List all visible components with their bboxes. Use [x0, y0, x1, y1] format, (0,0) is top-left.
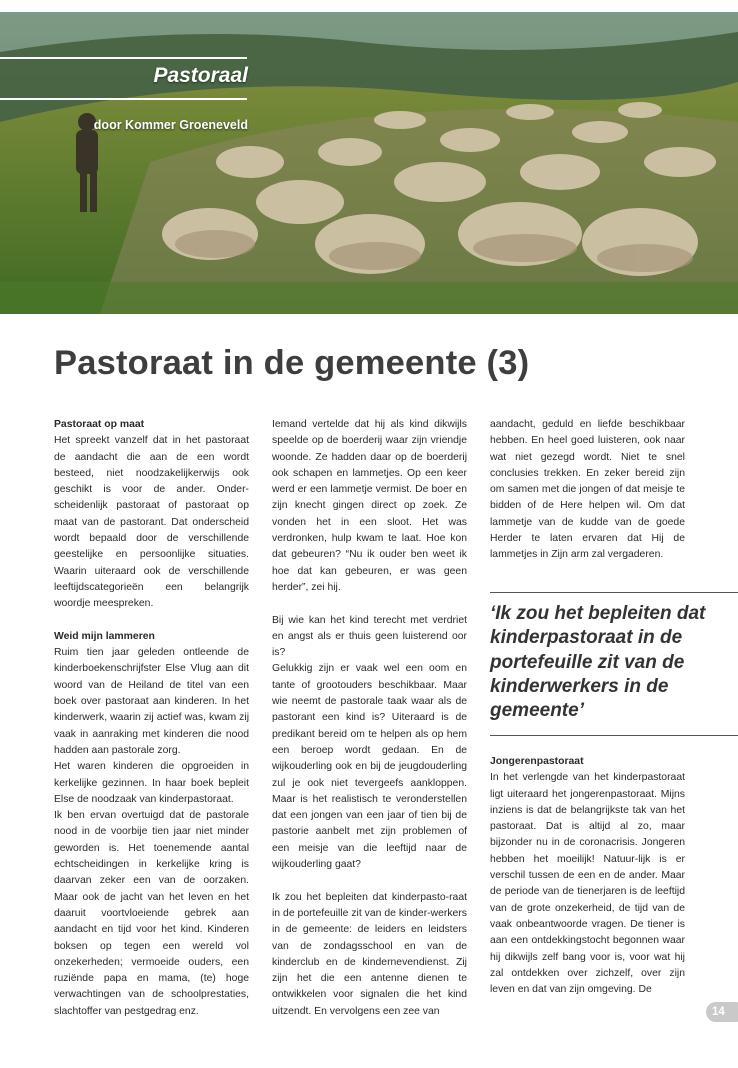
paragraph-gap — [272, 873, 467, 889]
subheading: Weid mijn lammeren — [54, 630, 155, 642]
article-column-1 — [54, 417, 249, 1020]
author-byline: door Kommer Groeneveld — [93, 118, 248, 132]
paragraph: Ruim tien jaar geleden ontleende de kinderboekenschrijfster Else Vlug aan dit woord van de Heiland de titel van een boek over pastoraat aan kinderen. In het kinderwerk, waarin zij actief was, kwam zij vaak in aanraking met kinderen die nood hadden aan pastorale zorg. — [54, 647, 249, 756]
paragraph: Gelukkig zijn er vaak wel een oom en tante of grootouders beschikbaar. Maar wie neemt de pastorale taak waar als de pastorant een kind is? Uiteraard is de predikant bereid om te helpen als op hem een beroep wordt gedaan. En de wijkouderling ook en bij de jeugdouderling zul je ook niet tevergeefs aankloppen. Maar is het realistisch te veronderstellen dat een jongen van een jaar of tien bij de pastorie aanbelt met zijn problemen of een meisje van die leeftijd naar de wijkouderling gaat? — [272, 663, 467, 871]
page-number: 14 — [706, 1002, 738, 1022]
paragraph: Het waren kinderen die opgroeiden in kerkelijke gezinnen. In haar boek bepleit Else de noodzaak van kinderpastoraat. — [54, 761, 249, 805]
pull-quote: ‘Ik zou het bepleiten dat kinderpastoraat in de portefeuille zit van de kinderwerkers in de gemeente’ — [490, 603, 706, 722]
paragraph: Het spreekt vanzelf dat in het pastoraat de aandacht die aan de een wordt besteed, niet noodzakelijkerwijs ook geschikt is voor de ander. Onder-scheidenlijk pastoraat of pastoraat op maat van de pastorant. Dat onderscheid wordt bepaald door de verschillende geestelijke en persoonlijke situaties. Waarin uiteraard ook de verschillende leeftijdscategorieën een belangrijk woordje meespreken. — [54, 435, 249, 610]
paragraph-gap — [54, 613, 249, 629]
paragraph: Iemand vertelde dat hij als kind dikwijls speelde op de boerderij waar zijn vriendje woonde. Ze hadden daar op de boerderij ook schapen en lammetjes. Op een keer werd er een lammetje vermist. De boer en zijn knecht gingen direct op zoek. Ze vonden het in een sloot. Het was verdronken, hulp kwam te laat. Hoe kon dat gebeuren? “Nu ik ouder ben weet ik hoe dat kan gebeuren, er was geen herder”, zei hij. — [272, 419, 467, 593]
header-rule-top — [0, 57, 247, 59]
subheading: Pastoraat op maat — [54, 419, 145, 430]
header-photo — [0, 12, 738, 314]
article-title: Pastoraat in de gemeente (3) — [54, 344, 530, 382]
pull-quote-box — [490, 592, 738, 736]
paragraph: Ik ben ervan overtuigd dat de pastorale nood in de voorbije tien jaar niet minder geworden is. Het toenemende aantal echtscheidingen in kerkelijke kring is daarvan zeker een van de oorzaken. Maar ook de jacht van het leven en het daaruit voortvloeiende gebrek aan aandacht en tijd voor het kind. Kinderen boksen op tegen een wereld vol onzekerheden; vermoeide ouders, een ruziënde papa en mama, (te) hoge verwachtingen van de schoolprestaties, slachtoffer van pestgedrag enz. — [54, 810, 249, 1017]
paragraph: aandacht, geduld en liefde beschikbaar hebben. En heel goed luisteren, ook naar wat niet gezegd wordt. Niet te snel conclusies trekken. En zeker bereid zijn om samen met die jongen of dat meisje te bidden of de Here helpen wil. Om dat lammetje van de kudde van de goede Herder te laten ervaren dat Hij de lammetjes in Zijn arm zal vergaderen. — [490, 419, 685, 561]
article-column-3-bottom — [490, 754, 685, 998]
header-rule-bottom — [0, 98, 247, 100]
paragraph: In het verlengde van het kinderpastoraat ligt uiteraard het jongerenpastoraat. Mijns inziens is dat de belangrijkste tak van het pastoraat. Dat is altijd al zo, maar bijzonder nu in de coronacrisis. Jongeren hebben het moeilijk! Natuur-lijk is er verschil tussen de een en de ander. Maar de periode van de tienerjaren is de leeftijd van de grote onzekerheid, de tijd van de vaak onbeantwoorde vragen. De tiener is aan een ontdekkingstocht begonnen waar hij dikwijls zelf bang voor is, voor wat hij zal ontdekken over zichzelf, over zijn leven en dat van zijn omgeving. De — [490, 772, 685, 996]
paragraph-gap — [272, 596, 467, 612]
section-label: Pastoraal — [153, 64, 248, 87]
article-column-2 — [272, 417, 467, 1020]
paragraph: Bij wie kan het kind terecht met verdriet en angst als er thuis geen luisterend oor is? — [272, 614, 467, 659]
article-column-3-top — [490, 417, 685, 564]
paragraph: Ik zou het bepleiten dat kinderpasto-raat in de portefeuille zit van de kinder-werkers in de gemeente: de leiders en leidsters van de zondagsschool en van de kinderclub en de kindernevendienst. Zij zijn het die een antenne dienen te ontwikkelen voor signalen die het kind uitzendt. En vervolgens een zee van — [272, 891, 467, 1017]
subheading: Jongerenpastoraat — [490, 756, 584, 767]
